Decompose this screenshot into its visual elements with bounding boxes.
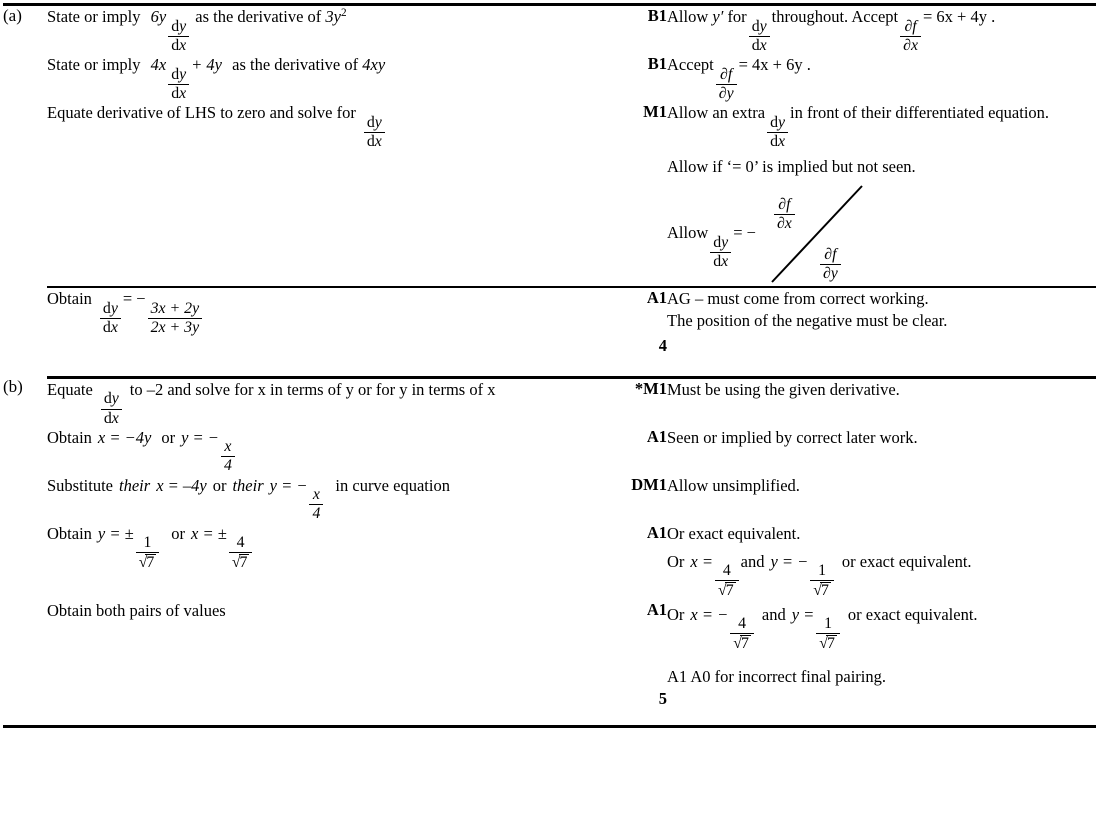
- text-obtain: Obtain: [47, 523, 92, 543]
- mark-code: M1: [597, 102, 667, 287]
- slash-fraction-partials: [758, 182, 876, 286]
- guidance-cell: [667, 54, 1096, 102]
- text-their: their: [119, 475, 151, 495]
- total-row: [3, 336, 1096, 378]
- total-row: [3, 689, 1096, 727]
- guidance-cell-empty: [667, 689, 1096, 727]
- text-or: or: [212, 475, 227, 495]
- term-plus-4y: + 4y: [191, 55, 222, 75]
- text-obtain: Obtain: [47, 427, 92, 447]
- fraction-dy-dx: $\frac{dy}{dx}$: [168, 67, 189, 102]
- solution-expression: Obtain both pairs of values: [47, 600, 226, 620]
- text-equate-derivative: Equate derivative of LHS to zero and solve for: [47, 102, 356, 122]
- solution-cell: [47, 102, 597, 287]
- mark-code: DM1: [631, 474, 667, 494]
- text-allow: Allow: [667, 7, 709, 26]
- mark-code: B1: [647, 6, 667, 25]
- expr-x-eq-minus-4y: x = –4y: [156, 475, 207, 495]
- table-row: [3, 287, 1096, 336]
- denominator: [810, 580, 834, 599]
- radicand: 7: [146, 554, 155, 572]
- guidance-line: Seen or implied by correct later work.: [667, 427, 918, 447]
- mark-scheme-page: [0, 3, 1100, 833]
- guidance-cell: [667, 600, 1096, 689]
- mark-code: A1: [646, 522, 667, 542]
- table-row: [3, 600, 1096, 689]
- guidance-cell-empty: [667, 336, 1096, 378]
- fraction-1-over-root7: [816, 616, 840, 652]
- guidance-line: [667, 55, 811, 102]
- fraction-dy-dx: $\frac{dy}{dx}$: [168, 19, 189, 54]
- fraction-4-over-root7: [229, 535, 253, 571]
- fraction-4-over-root7: [730, 616, 754, 652]
- text-their: their: [232, 475, 264, 495]
- text-in-front-of: in front of their differentiated equation.: [790, 102, 1050, 122]
- text-equals-minus: = −: [733, 222, 756, 242]
- text-or: Or: [667, 551, 685, 571]
- fraction-dy-dx: $\frac{dy}{dx}$: [749, 19, 770, 54]
- text-accept: Accept: [667, 55, 714, 75]
- table-row: [3, 523, 1096, 600]
- solution-cell: [47, 475, 597, 523]
- guidance-line: Allow unsimplified.: [667, 475, 800, 495]
- guidance-cell: [667, 287, 1096, 336]
- denominator: 4: [309, 504, 323, 522]
- part-label-b: (b): [3, 377, 23, 397]
- solution-expression: [47, 475, 450, 523]
- part-total-a: 4: [597, 336, 667, 378]
- y-prime: y′: [712, 7, 724, 26]
- fraction-partial-f-partial-y: $\frac{\partial f}{\partial y}$: [820, 247, 841, 282]
- numerator: 1: [824, 615, 833, 633]
- solution-cell: [47, 523, 597, 600]
- solution-expression: [47, 427, 237, 475]
- numerator: 1: [143, 534, 152, 552]
- fraction-partial-f-partial-x: $\frac{\partial f}{\partial x}$: [900, 19, 921, 54]
- guidance-line-1: AG – must come from correct working.: [667, 288, 929, 308]
- text-allow: Allow: [667, 222, 709, 242]
- numerator: 1: [818, 562, 827, 580]
- solution-expression: [47, 102, 387, 150]
- text-equals-4x-6y: = 4x + 6y .: [738, 55, 811, 75]
- fraction-x-over-4: [221, 439, 235, 474]
- fraction-dy-dx: $\frac{dy}{dx}$: [767, 115, 788, 150]
- mark-code: A1: [646, 599, 667, 619]
- solution-cell: [47, 287, 597, 336]
- expr-y-equals-minus: y = −: [770, 551, 809, 571]
- expr-y-equals: y =: [791, 604, 815, 624]
- text-or-exact-equivalent: or exact equivalent.: [841, 551, 972, 571]
- guidance-line-1: Or exact equivalent.: [667, 523, 801, 543]
- solution-expression: [47, 523, 254, 572]
- fraction-dy-dx: $\frac{dy}{dx}$: [101, 391, 122, 426]
- fraction-1-over-root7: [810, 563, 834, 599]
- solution-cell: [47, 377, 597, 426]
- mark-code: B1: [647, 54, 667, 74]
- text-throughout-accept: throughout. Accept: [771, 7, 899, 26]
- radical-sign: √: [718, 582, 727, 600]
- guidance-line-2: A1 A0 for incorrect final pairing.: [667, 667, 887, 687]
- fraction-dy-dx: $\frac{dy}{dx}$: [710, 235, 731, 270]
- text-or: or: [161, 427, 176, 447]
- text-in-curve-equation: in curve equation: [335, 475, 450, 495]
- text-to-minus-2: to –2 and solve for x in terms of y or for y in terms of x: [129, 379, 496, 399]
- guidance-line-2: [667, 551, 1096, 600]
- text-allow-an-extra: Allow an extra: [667, 102, 766, 122]
- coef-4x: 4x: [150, 55, 167, 75]
- text-or: or: [171, 523, 186, 543]
- fraction-partial-f-partial-y: $\frac{\partial f}{\partial y}$: [716, 67, 737, 102]
- solution-cell-empty: [47, 689, 597, 727]
- radical-sign: √: [733, 635, 742, 653]
- text-and: and: [740, 551, 765, 571]
- fraction-partial-f-partial-x: $\frac{\partial f}{\partial x}$: [774, 197, 795, 232]
- text-as-derivative-of: as the derivative of: [195, 7, 322, 27]
- expr-x-equals: x =: [690, 551, 714, 571]
- numerator: 4: [738, 615, 747, 633]
- solution-cell: [47, 600, 597, 689]
- radical-sign: √: [819, 635, 828, 653]
- guidance-cell: [667, 5, 1096, 55]
- text-substitute: Substitute: [47, 475, 114, 495]
- fraction-x-over-4: [309, 487, 323, 522]
- solution-cell: [47, 5, 597, 55]
- mark-scheme-table: [3, 3, 1096, 728]
- text-obtain: Obtain: [47, 288, 92, 308]
- fraction-4-over-root7: [715, 563, 739, 599]
- guidance-line-2: The position of the negative must be clear.: [667, 311, 948, 331]
- fraction-3x2y-over-2x3y: [148, 301, 202, 336]
- diagonal-slash-icon: [758, 182, 876, 286]
- text-equals-6x-4y: = 6x + 4y .: [922, 7, 996, 26]
- table-row: [3, 377, 1096, 426]
- numerator: x: [224, 438, 232, 456]
- table-row: [3, 54, 1096, 102]
- guidance-line-3: [667, 182, 1096, 286]
- part-total-b: 5: [658, 688, 667, 708]
- solution-cell-empty: [47, 336, 597, 378]
- solution-expression: [47, 288, 204, 336]
- denominator: 2x + 3y: [148, 318, 202, 336]
- guidance-cell: [667, 475, 1096, 523]
- expr-x-eq-minus-4y: x = −4y: [97, 427, 152, 447]
- guidance-line: [667, 7, 996, 54]
- expr-y-eq-plus-minus: y = ±: [97, 523, 134, 543]
- expr-x-equals-minus: x = −: [690, 604, 729, 624]
- solution-expression: [47, 379, 496, 427]
- denominator: [229, 552, 253, 571]
- numerator: 3x + 2y: [150, 299, 200, 317]
- denominator: [136, 552, 160, 571]
- table-row: [3, 5, 1096, 55]
- text-as-derivative-of: as the derivative of: [232, 55, 359, 75]
- guidance-line-1: [667, 604, 1096, 653]
- text-state-or-imply: State or imply: [47, 55, 141, 75]
- guidance-line-2: Allow if ‘= 0’ is implied but not seen.: [667, 156, 916, 176]
- coef-6y: 6y: [150, 7, 167, 27]
- fraction-1-over-root7: [136, 535, 160, 571]
- text-for: for: [727, 7, 747, 26]
- text-state-or-imply: State or imply: [47, 7, 141, 27]
- numerator: x: [312, 486, 320, 504]
- table-row: [3, 102, 1096, 287]
- solution-cell: [47, 54, 597, 102]
- guidance-line: Must be using the given derivative.: [667, 379, 900, 399]
- expr-4xy: 4xy: [362, 55, 386, 75]
- text-or: Or: [667, 604, 685, 624]
- radicand: 7: [820, 582, 829, 600]
- denominator: 4: [221, 456, 235, 474]
- solution-expression: [47, 55, 386, 102]
- text-equals-minus: = −: [122, 288, 146, 308]
- guidance-cell: [667, 377, 1096, 426]
- guidance-cell: [667, 427, 1096, 475]
- numerator: 4: [722, 562, 731, 580]
- radicand: 7: [826, 635, 835, 653]
- table-row: [3, 475, 1096, 523]
- text-or-exact-equivalent: or exact equivalent.: [847, 604, 978, 624]
- radicand: 7: [740, 635, 749, 653]
- radicand: 7: [239, 554, 248, 572]
- radicand: 7: [725, 582, 734, 600]
- guidance-line-1: [667, 102, 1096, 150]
- part-label-a: (a): [3, 6, 22, 25]
- expr-x-eq-plus-minus: x = ±: [191, 523, 227, 543]
- mark-code: A1: [646, 426, 667, 446]
- mark-code: *M1: [634, 378, 667, 398]
- guidance-cell: [667, 523, 1096, 600]
- text-and: and: [761, 604, 786, 624]
- radical-sign: √: [138, 554, 148, 572]
- exponent-2: 2: [340, 7, 347, 19]
- fraction-dy-dx: $\frac{dy}{dx}$: [364, 115, 385, 150]
- expr-y-eq-minus: y = −: [181, 427, 219, 447]
- denominator: [730, 633, 754, 652]
- guidance-cell: [667, 102, 1096, 287]
- text-equate: Equate: [47, 379, 93, 399]
- table-row: [3, 427, 1096, 475]
- solution-cell: [47, 427, 597, 475]
- denominator: [715, 580, 739, 599]
- fraction-dy-dx: $\frac{dy}{dx}$: [100, 301, 121, 336]
- solution-expression: [47, 7, 347, 54]
- radical-sign: √: [231, 554, 241, 572]
- mark-code: A1: [646, 287, 667, 307]
- expr-3y: 3y: [325, 7, 341, 27]
- numerator: 4: [236, 534, 245, 552]
- expr-y-eq-minus: y = −: [269, 475, 308, 495]
- denominator: [816, 633, 840, 652]
- radical-sign: √: [813, 582, 822, 600]
